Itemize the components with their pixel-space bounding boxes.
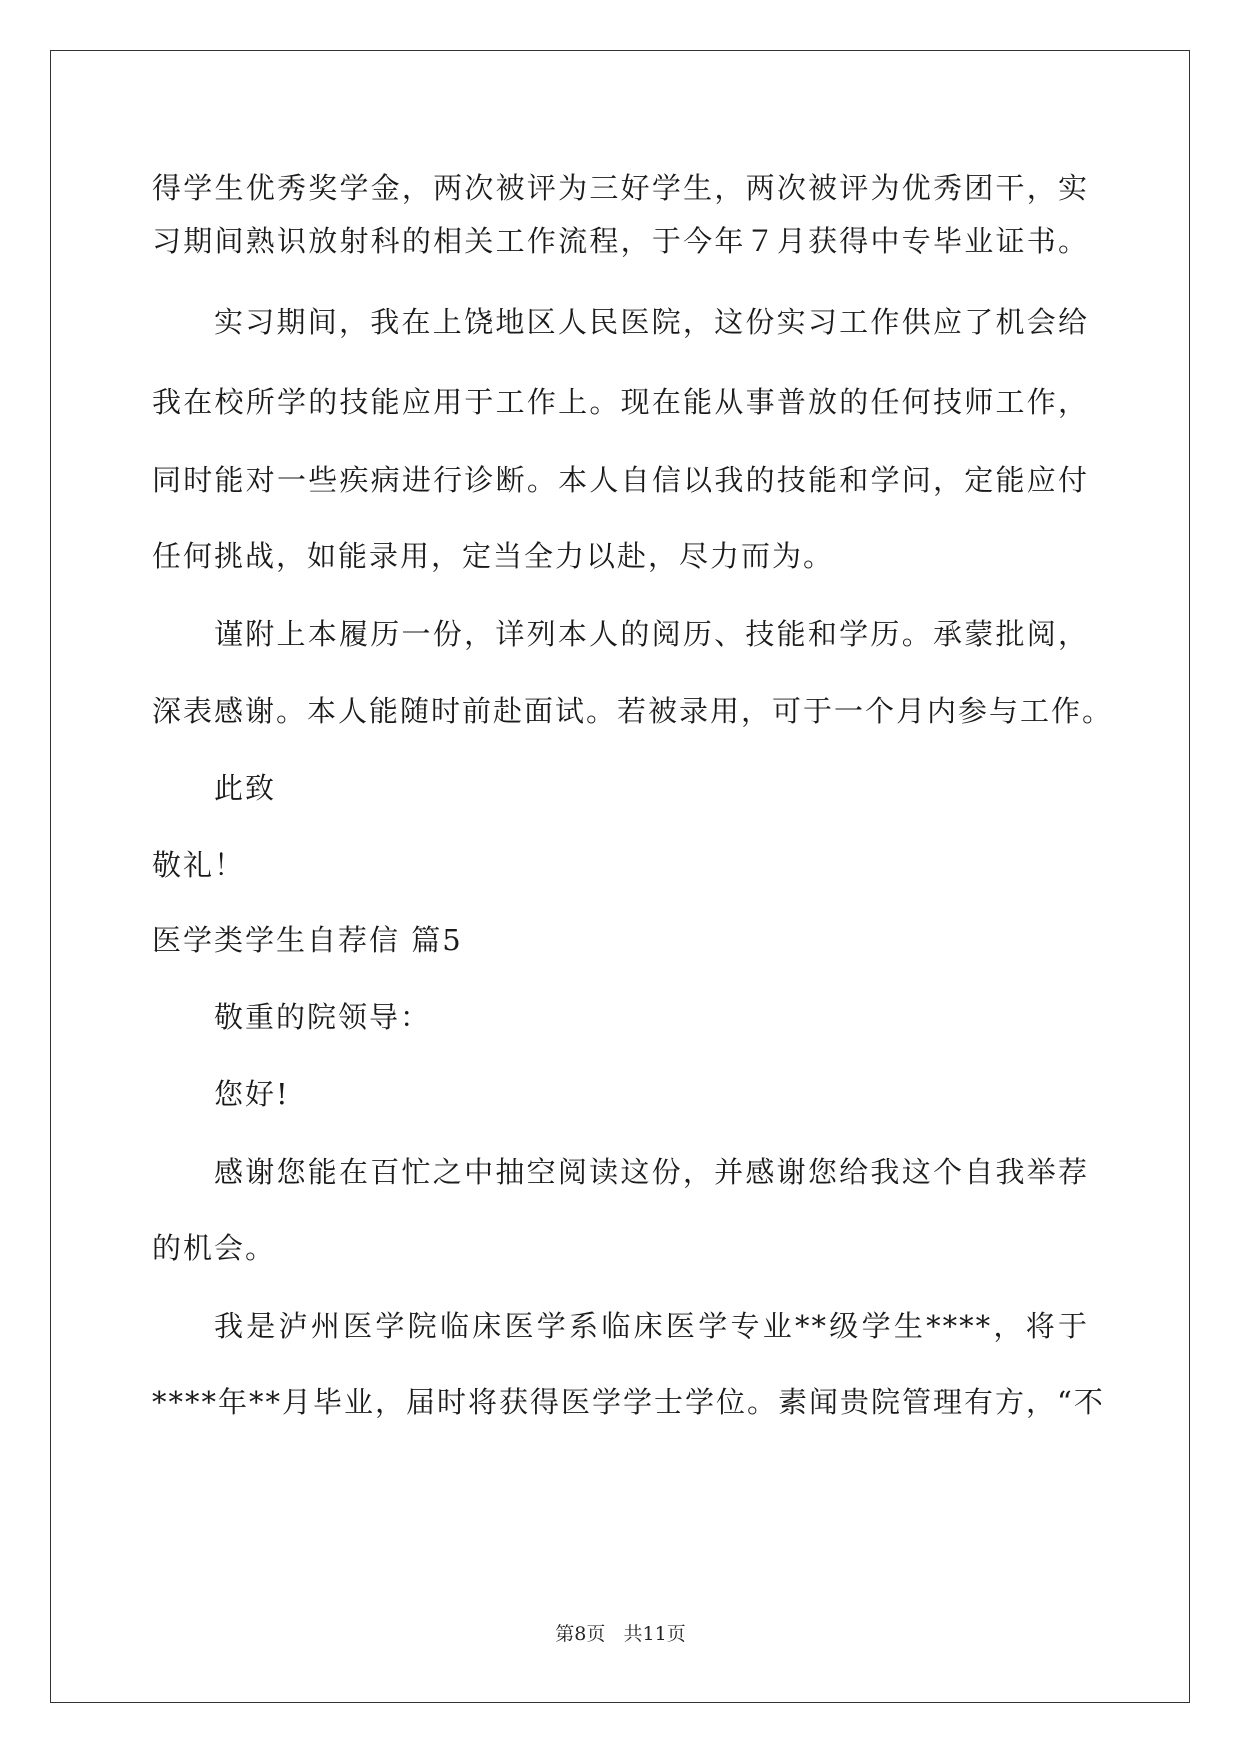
page-total: 共11页 — [623, 1623, 686, 1645]
greeting-line: 您好! — [214, 1077, 290, 1111]
paragraph-line: ****年**月毕业，届时将获得医学学士学位。素闻贵院管理有方，“不 — [152, 1385, 1105, 1419]
page-number: 第8页 — [555, 1623, 606, 1645]
paragraph-line: 习期间熟识放射科的相关工作流程，于今年７月获得中专毕业证书。 — [152, 224, 1089, 258]
section-heading: 医学类学生自荐信 篇5 — [152, 923, 463, 957]
paragraph-line: 实习期间，我在上饶地区人民医院，这份实习工作供应了机会给 — [214, 305, 1089, 339]
paragraph-line: 任何挑战，如能录用，定当全力以赴，尽力而为。 — [152, 539, 835, 573]
paragraph-line: 得学生优秀奖学金，两次被评为三好学生，两次被评为优秀团干，实 — [152, 171, 1089, 205]
closing-line: 此致 — [214, 771, 277, 805]
paragraph-line: 我在校所学的技能应用于工作上。现在能从事普放的任何技师工作， — [152, 385, 1089, 419]
page-footer — [0, 1621, 1241, 1647]
paragraph-line: 深表感谢。本人能随时前赴面试。若被录用，可于一个月内参与工作。 — [152, 694, 1114, 728]
paragraph-line: 同时能对一些疾病进行诊断。本人自信以我的技能和学问，定能应付 — [152, 463, 1089, 497]
paragraph-line: 感谢您能在百忙之中抽空阅读这份，并感谢您给我这个自我举荐 — [214, 1155, 1089, 1189]
paragraph-line: 的机会。 — [152, 1231, 277, 1265]
paragraph-line: 我是泸州医学院临床医学系临床医学专业**级学生****，将于 — [214, 1309, 1089, 1343]
greeting-line: 敬重的院领导： — [214, 1000, 432, 1034]
salutation-line: 敬礼！ — [152, 848, 246, 882]
paragraph-line: 谨附上本履历一份，详列本人的阅历、技能和学历。承蒙批阅， — [214, 617, 1089, 651]
